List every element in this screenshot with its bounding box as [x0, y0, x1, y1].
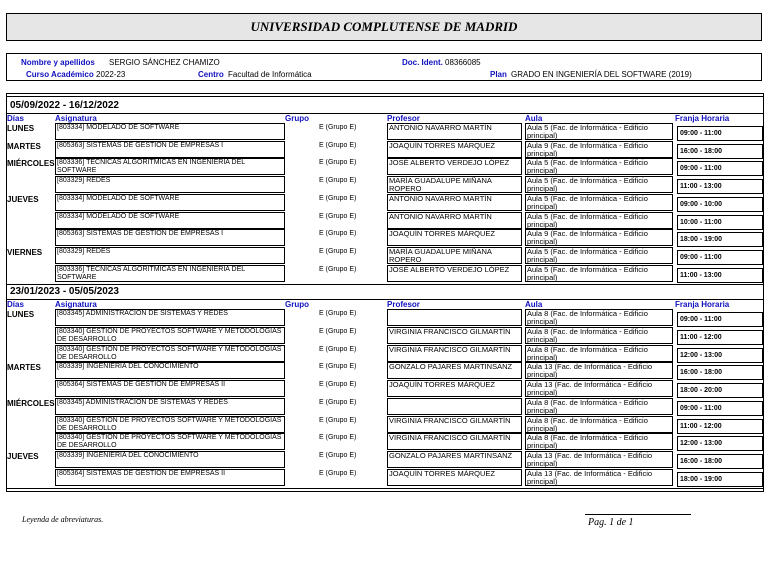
subject-cell: [803340] GESTIÓN DE PROYECTOS SOFTWARE Y METODOLOGÍAS DE DESARROLLO	[55, 433, 285, 450]
teacher-cell: ANTONIO NAVARRO MARTÍN	[387, 123, 522, 140]
footer-divider	[585, 514, 691, 515]
schedule-table	[6, 93, 764, 492]
day-label: MIÉRCOLES	[7, 159, 55, 169]
time-slot-cell: 18:00 - 20:00	[677, 383, 763, 398]
column-subject: Asignatura	[55, 300, 97, 310]
time-slot-cell: 16:00 - 18:00	[677, 454, 763, 469]
room-cell: Aula 8 (Fac. de Informática - Edificio principal)	[525, 345, 673, 362]
group-cell: E (Grupo E)	[319, 345, 357, 353]
day-label: JUEVES	[7, 194, 39, 204]
day-label: MIÉRCOLES	[7, 398, 55, 408]
teacher-cell: JOAQUÍN TORRES MÁRQUEZ	[387, 380, 522, 397]
teacher-cell	[387, 398, 522, 415]
document-title: UNIVERSIDAD COMPLUTENSE DE MADRID	[6, 13, 762, 41]
period-title: 23/01/2023 - 05/05/2023	[10, 286, 119, 298]
group-cell: E (Grupo E)	[319, 124, 357, 131]
room-cell: Aula 5 (Fac. de Informática - Edificio principal)	[525, 123, 673, 140]
subject-cell: [805363] SISTEMAS DE GESTIÓN DE EMPRESAS I	[55, 141, 285, 158]
center-label: Centro	[198, 70, 224, 79]
room-cell: Aula 8 (Fac. de Informática - Edificio principal)	[525, 416, 673, 433]
teacher-cell: JOSÉ ALBERTO VERDEJO LÓPEZ	[387, 265, 522, 282]
room-cell: Aula 13 (Fac. de Informática - Edificio principal)	[525, 380, 673, 397]
page-number: Pag. 1 de 1	[588, 517, 634, 528]
group-cell: E (Grupo E)	[319, 141, 357, 149]
time-slot-cell: 11:00 - 12:00	[677, 330, 763, 345]
time-slot-cell: 16:00 - 18:00	[677, 144, 763, 159]
teacher-cell: VIRGINIA FRANCISCO GILMARTÍN	[387, 433, 522, 450]
column-teacher: Profesor	[387, 300, 420, 310]
group-cell: E (Grupo E)	[319, 434, 357, 442]
room-cell: Aula 9 (Fac. de Informática - Edificio principal)	[525, 141, 673, 158]
room-cell: Aula 9 (Fac. de Informática - Edificio principal)	[525, 229, 673, 246]
group-cell: E (Grupo E)	[319, 469, 357, 477]
course-year: 2022-23	[96, 70, 126, 79]
room-cell: Aula 5 (Fac. de Informática - Edificio principal)	[525, 194, 673, 211]
group-cell: E (Grupo E)	[319, 328, 357, 335]
student-name: SERGIO SÁNCHEZ CHAMIZO	[109, 58, 220, 67]
teacher-cell: MARÍA GUADALUPE MIÑANA ROPERO	[387, 176, 522, 193]
day-label: LUNES	[7, 310, 35, 320]
subject-cell: [803334] MODELADO DE SOFTWARE	[55, 123, 285, 140]
period-title: 05/09/2022 - 16/12/2022	[10, 100, 119, 111]
group-cell: E (Grupo E)	[319, 194, 357, 202]
group-cell: E (Grupo E)	[319, 310, 357, 318]
course-label: Curso Académico	[26, 70, 94, 79]
subject-cell: [803329] REDES	[55, 247, 285, 264]
group-cell: E (Grupo E)	[319, 247, 357, 255]
time-slot-cell: 10:00 - 11:00	[677, 215, 763, 230]
day-label: LUNES	[7, 124, 35, 133]
day-label: JUEVES	[7, 451, 39, 461]
column-room: Aula	[525, 114, 543, 123]
time-slot-cell: 09:00 - 11:00	[677, 250, 763, 265]
subject-cell: [803329] REDES	[55, 176, 285, 193]
doc-id: 08366085	[445, 58, 481, 67]
column-room: Aula	[525, 300, 543, 310]
room-cell: Aula 13 (Fac. de Informática - Edificio principal)	[525, 362, 673, 379]
subject-cell: [803340] GESTIÓN DE PROYECTOS SOFTWARE Y METODOLOGÍAS DE DESARROLLO	[55, 327, 285, 344]
time-slot-cell: 12:00 - 13:00	[677, 436, 763, 451]
subject-cell: [803340] GESTIÓN DE PROYECTOS SOFTWARE Y METODOLOGÍAS DE DESARROLLO	[55, 345, 285, 362]
subject-cell: [803345] ADMINISTRACIÓN DE SISTEMAS Y REDES	[55, 398, 285, 415]
top-divider	[7, 96, 763, 97]
teacher-cell: ANTONIO NAVARRO MARTÍN	[387, 194, 522, 211]
column-subject: Asignatura	[55, 114, 97, 123]
teacher-cell: JOAQUÍN TORRES MÁRQUEZ	[387, 141, 522, 158]
legend-text: Leyenda de abreviaturas.	[22, 515, 104, 524]
room-cell: Aula 13 (Fac. de Informática - Edificio principal)	[525, 469, 673, 486]
teacher-cell: VIRGINIA FRANCISCO GILMARTÍN	[387, 416, 522, 433]
room-cell: Aula 5 (Fac. de Informática - Edificio principal)	[525, 212, 673, 229]
subject-cell: [805364] SISTEMAS DE GESTIÓN DE EMPRESAS II	[55, 469, 285, 486]
group-cell: E (Grupo E)	[319, 381, 357, 389]
group-cell: E (Grupo E)	[319, 265, 357, 273]
group-cell: E (Grupo E)	[319, 212, 357, 220]
room-cell: Aula 8 (Fac. de Informática - Edificio principal)	[525, 309, 673, 326]
room-cell: Aula 5 (Fac. de Informática - Edificio principal)	[525, 247, 673, 264]
subject-cell: [803339] INGENIERÍA DEL CONOCIMIENTO	[55, 451, 285, 468]
room-cell: Aula 8 (Fac. de Informática - Edificio principal)	[525, 433, 673, 450]
day-label: MARTES	[7, 363, 41, 373]
time-slot-cell: 11:00 - 13:00	[677, 179, 763, 194]
column-days: Días	[7, 114, 24, 123]
column-days: Días	[7, 300, 24, 310]
day-label: MARTES	[7, 141, 41, 151]
room-cell: Aula 8 (Fac. de Informática - Edificio principal)	[525, 327, 673, 344]
group-cell: E (Grupo E)	[319, 177, 357, 185]
teacher-cell: GONZALO PAJARES MARTINSANZ	[387, 362, 522, 379]
subject-cell: [803340] GESTIÓN DE PROYECTOS SOFTWARE Y METODOLOGÍAS DE DESARROLLO	[55, 416, 285, 433]
group-cell: E (Grupo E)	[319, 416, 357, 424]
time-slot-cell: 18:00 - 19:00	[677, 232, 763, 247]
plan-name: GRADO EN INGENIERÍA DEL SOFTWARE (2019)	[511, 70, 692, 79]
group-cell: E (Grupo E)	[319, 363, 357, 371]
teacher-cell: JOAQUÍN TORRES MÁRQUEZ	[387, 469, 522, 486]
group-cell: E (Grupo E)	[319, 398, 357, 406]
name-label: Nombre y apellidos	[21, 58, 95, 67]
student-info	[6, 53, 762, 81]
time-slot-cell: 09:00 - 11:00	[677, 312, 763, 327]
time-slot-cell: 11:00 - 13:00	[677, 268, 763, 283]
teacher-cell: VIRGINIA FRANCISCO GILMARTÍN	[387, 345, 522, 362]
room-cell: Aula 5 (Fac. de Informática - Edificio principal)	[525, 265, 673, 282]
period-divider	[7, 299, 763, 300]
teacher-cell: ANTONIO NAVARRO MARTÍN	[387, 212, 522, 229]
teacher-cell: JOSÉ ALBERTO VERDEJO LÓPEZ	[387, 158, 522, 175]
room-cell: Aula 5 (Fac. de Informática - Edificio principal)	[525, 158, 673, 175]
subject-cell: [803336] TÉCNICAS ALGORÍTMICAS EN INGENIERÍA DEL SOFTWARE	[55, 158, 285, 175]
room-cell: Aula 13 (Fac. de Informática - Edificio principal)	[525, 451, 673, 468]
teacher-cell	[387, 309, 522, 326]
column-group: Grupo	[285, 300, 309, 310]
subject-cell: [803334] MODELADO DE SOFTWARE	[55, 194, 285, 211]
subject-cell: [803339] INGENIERÍA DEL CONOCIMIENTO	[55, 362, 285, 379]
period-end-divider	[7, 488, 763, 489]
column-teacher: Profesor	[387, 114, 420, 123]
time-slot-cell: 12:00 - 13:00	[677, 348, 763, 363]
teacher-cell: MARÍA GUADALUPE MIÑANA ROPERO	[387, 247, 522, 264]
time-slot-cell: 09:00 - 11:00	[677, 161, 763, 176]
group-cell: E (Grupo E)	[319, 230, 357, 238]
plan-label: Plan	[490, 70, 507, 79]
subject-cell: [805363] SISTEMAS DE GESTIÓN DE EMPRESAS I	[55, 229, 285, 246]
time-slot-cell: 09:00 - 11:00	[677, 126, 763, 141]
teacher-cell: VIRGINIA FRANCISCO GILMARTÍN	[387, 327, 522, 344]
room-cell: Aula 8 (Fac. de Informática - Edificio principal)	[525, 398, 673, 415]
room-cell: Aula 5 (Fac. de Informática - Edificio principal)	[525, 176, 673, 193]
time-slot-cell: 09:00 - 10:00	[677, 197, 763, 212]
doc-label: Doc. Ident.	[402, 58, 443, 67]
subject-cell: [803334] MODELADO DE SOFTWARE	[55, 212, 285, 229]
subject-cell: [803336] TÉCNICAS ALGORÍTMICAS EN INGENIERÍA DEL SOFTWARE	[55, 265, 285, 282]
column-slot: Franja Horaria	[675, 300, 730, 310]
column-slot: Franja Horaria	[675, 114, 730, 123]
group-cell: E (Grupo E)	[319, 159, 357, 167]
period-divider	[7, 113, 763, 114]
center-name: Facultad de Informática	[228, 70, 312, 79]
teacher-cell: JOAQUÍN TORRES MÁRQUEZ	[387, 229, 522, 246]
teacher-cell: GONZALO PAJARES MARTINSANZ	[387, 451, 522, 468]
day-label: VIERNES	[7, 247, 43, 257]
time-slot-cell: 09:00 - 11:00	[677, 401, 763, 416]
period-end-divider	[7, 284, 763, 285]
subject-cell: [803345] ADMINISTRACIÓN DE SISTEMAS Y REDES	[55, 309, 285, 326]
column-group: Grupo	[285, 114, 309, 123]
subject-cell: [805364] SISTEMAS DE GESTIÓN DE EMPRESAS II	[55, 380, 285, 397]
group-cell: E (Grupo E)	[319, 451, 357, 459]
time-slot-cell: 11:00 - 12:00	[677, 419, 763, 434]
time-slot-cell: 18:00 - 19:00	[677, 472, 763, 487]
time-slot-cell: 16:00 - 18:00	[677, 365, 763, 380]
